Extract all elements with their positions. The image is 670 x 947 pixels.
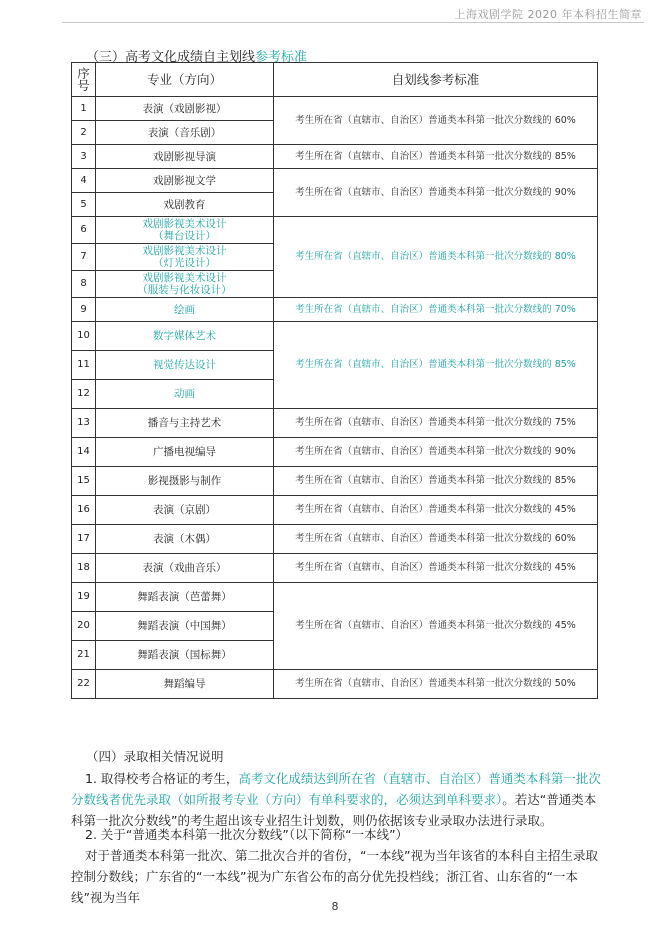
row-major: 舞蹈表演（中国舞） [96, 612, 274, 641]
admission-paragraph-3: 对于普通类本科第一批次、第二批次合并的省份，“一本线”视为当年该省的本科自主招生录取控制分数线；广东省的“一本线”视为广东省公布的高分优先投档线；浙江省、山东省的“一本线”视为当年 [71, 848, 598, 905]
section-3-title-highlight: 参考标准 [255, 50, 308, 65]
row-standard: 考生所在省（直辖市、自治区）普通类本科第一批次分数线的 80% [274, 217, 598, 298]
row-major: 舞蹈编导 [96, 670, 274, 699]
row-standard: 考生所在省（直辖市、自治区）普通类本科第一批次分数线的 60% [274, 525, 598, 554]
row-num: 15 [72, 467, 96, 496]
row-standard: 考生所在省（直辖市、自治区）普通类本科第一批次分数线的 60% [274, 97, 598, 145]
row-num: 14 [72, 438, 96, 467]
row-major: 表演（戏剧影视） [96, 97, 274, 121]
row-major: 数字媒体艺术 [96, 322, 274, 351]
row-num: 17 [72, 525, 96, 554]
row-major: 表演（木偶） [96, 525, 274, 554]
row-num: 5 [72, 193, 96, 217]
row-major: 表演（京剧） [96, 496, 274, 525]
row-num: 21 [72, 641, 96, 670]
row-major: 舞蹈表演（芭蕾舞） [96, 583, 274, 612]
header-standard: 自划线参考标准 [274, 63, 598, 97]
row-num: 1 [72, 97, 96, 121]
row-num: 3 [72, 145, 96, 169]
row-num: 11 [72, 351, 96, 380]
row-standard: 考生所在省（直辖市、自治区）普通类本科第一批次分数线的 85% [274, 467, 598, 496]
p1-intro: 1. 取得校考合格证的考生， [85, 771, 239, 786]
row-num: 16 [72, 496, 96, 525]
row-major: 舞蹈表演（国标舞） [96, 641, 274, 670]
row-standard: 考生所在省（直辖市、自治区）普通类本科第一批次分数线的 70% [274, 298, 598, 322]
row-num: 6 [72, 217, 96, 244]
row-major: 戏剧教育 [96, 193, 274, 217]
admission-paragraph-2: 2. 关于“普通类本科第一批次分数线”（以下简称“一本线”） [85, 827, 409, 842]
row-major: 戏剧影视美术设计 （舞台设计） [96, 217, 274, 244]
p1-rest: 。若达“普通类本科第一批次分数线”的考生超出该专业招生计划数，则仍依据该专业录取办法进行录取。 [71, 792, 597, 828]
header-divider [62, 22, 644, 23]
row-standard: 考生所在省（直辖市、自治区）普通类本科第一批次分数线的 50% [274, 670, 598, 699]
row-major: 绘画 [96, 298, 274, 322]
section-3-title-text: （三）高考文化成绩自主划线 [86, 50, 256, 65]
row-major: 表演（音乐剧） [96, 121, 274, 145]
row-major: 广播电视编导 [96, 438, 274, 467]
row-num: 22 [72, 670, 96, 699]
row-num: 2 [72, 121, 96, 145]
row-num: 12 [72, 380, 96, 409]
row-num: 19 [72, 583, 96, 612]
section-4-title: （四）录取相关情况说明 [86, 749, 224, 764]
row-major: 戏剧影视美术设计 （服装与化妆设计） [96, 271, 274, 298]
row-standard: 考生所在省（直辖市、自治区）普通类本科第一批次分数线的 45% [274, 554, 598, 583]
row-num: 7 [72, 244, 96, 271]
row-standard: 考生所在省（直辖市、自治区）普通类本科第一批次分数线的 45% [274, 496, 598, 525]
row-major: 视觉传达设计 [96, 351, 274, 380]
row-major: 表演（戏曲音乐） [96, 554, 274, 583]
row-standard: 考生所在省（直辖市、自治区）普通类本科第一批次分数线的 85% [274, 322, 598, 409]
row-num: 13 [72, 409, 96, 438]
row-major: 戏剧影视美术设计 （灯光设计） [96, 244, 274, 271]
row-standard: 考生所在省（直辖市、自治区）普通类本科第一批次分数线的 75% [274, 409, 598, 438]
row-standard: 考生所在省（直辖市、自治区）普通类本科第一批次分数线的 90% [274, 438, 598, 467]
score-reference-table [71, 62, 598, 699]
row-num: 9 [72, 298, 96, 322]
p1-highlight: 高考文化成绩达到所在省（直辖市、自治区）普通类本科第一批次分数线者优先录取（如所报考专业（方向）有单科要求的，必须达到单科要求） [71, 771, 601, 807]
row-num: 8 [72, 271, 96, 298]
admission-paragraph-1 [71, 768, 601, 831]
row-standard: 考生所在省（直辖市、自治区）普通类本科第一批次分数线的 45% [274, 583, 598, 670]
row-standard: 考生所在省（直辖市、自治区）普通类本科第一批次分数线的 85% [274, 145, 598, 169]
row-standard: 考生所在省（直辖市、自治区）普通类本科第一批次分数线的 90% [274, 169, 598, 217]
page-header: 上海戏剧学院 2020 年本科招生简章 [454, 8, 642, 21]
row-num: 18 [72, 554, 96, 583]
row-major: 播音与主持艺术 [96, 409, 274, 438]
header-major: 专业（方向） [96, 63, 274, 97]
row-num: 4 [72, 169, 96, 193]
header-seq: 序号 [72, 63, 96, 97]
row-major: 戏剧影视导演 [96, 145, 274, 169]
page-number: 8 [331, 900, 339, 913]
row-num: 10 [72, 322, 96, 351]
row-major: 动画 [96, 380, 274, 409]
row-major: 影视摄影与制作 [96, 467, 274, 496]
row-major: 戏剧影视文学 [96, 169, 274, 193]
row-num: 20 [72, 612, 96, 641]
